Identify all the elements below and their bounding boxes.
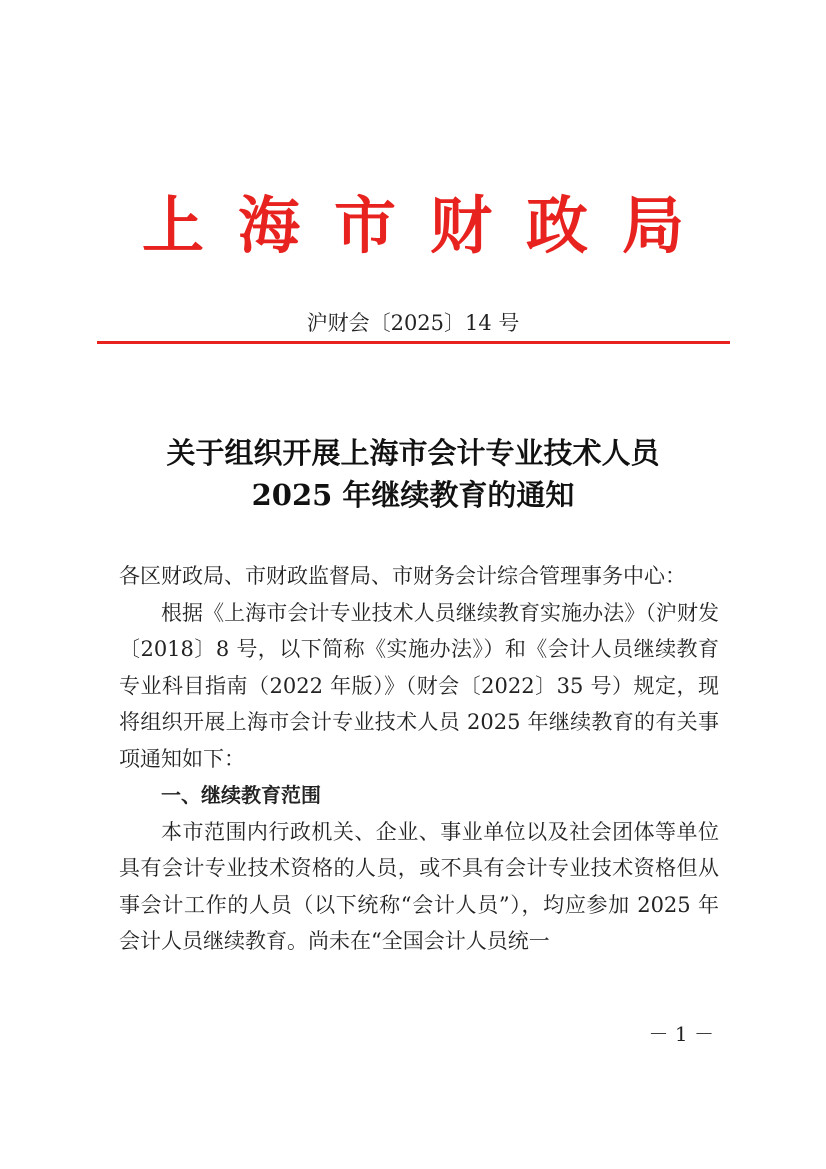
document-title [60, 432, 766, 516]
salutation: 各区财政局、市财政监督局、市财务会计综合管理事务中心： [119, 564, 686, 588]
document-body [119, 558, 719, 960]
paragraph-2: 本市范围内行政机关、企业、事业单位以及社会团体等单位具有会计专业技术资格的人员，或不具有会计专业技术资格但从事会计工作的人员（以下统称“会计人员”），均应参加 2025 年会计人员继续教育。尚未在“全国会计人员统一 [119, 819, 719, 953]
page-number: － 1 － [648, 1022, 714, 1046]
title-line-2: 2025 年继续教育的通知 [251, 478, 575, 512]
section-heading-1: 一、继续教育范围 [161, 783, 321, 807]
paragraph-1: 根据《上海市会计专业技术人员继续教育实施办法》（沪财发〔2018〕8 号，以下简称《实施办法》）和《会计人员继续教育专业科目指南（2022 年版）》（财会〔2022〕35 号）规定，现将组织开展上海市会计专业技术人员 2025 年继续教育的有关事项通知如下： [119, 600, 719, 771]
document-number: 沪财会〔2025〕14 号 [306, 311, 520, 335]
issuer-header: 上海市财政局 [141, 189, 718, 262]
red-divider-line [97, 341, 730, 344]
title-line-1: 关于组织开展上海市会计专业技术人员 [166, 436, 660, 470]
